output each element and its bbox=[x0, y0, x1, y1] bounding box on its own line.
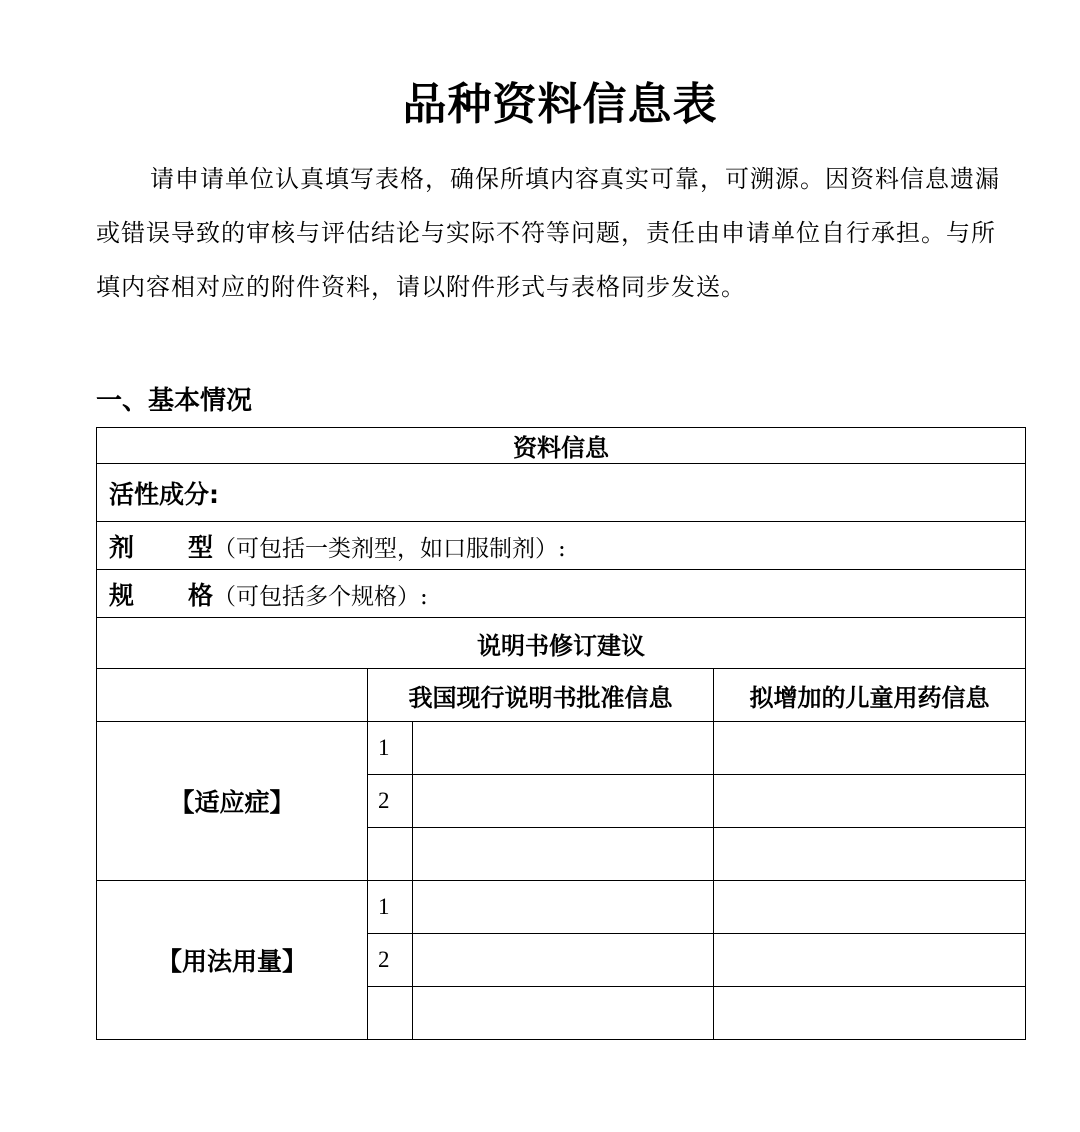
info-table bbox=[96, 427, 1026, 1040]
dosage-form-label-char1: 剂 bbox=[109, 532, 135, 562]
proposed-info-cell[interactable] bbox=[714, 987, 1026, 1040]
table-row bbox=[97, 722, 1026, 775]
subheader-row bbox=[97, 618, 1026, 669]
column-header-proposed: 拟增加的儿童用药信息 bbox=[714, 669, 1026, 722]
specification-label-char1: 规 bbox=[109, 580, 135, 610]
table-header-row bbox=[97, 428, 1026, 464]
row-number: 2 bbox=[368, 775, 413, 828]
table-header: 资料信息 bbox=[97, 428, 1026, 464]
current-info-cell[interactable] bbox=[413, 775, 714, 828]
current-info-cell[interactable] bbox=[413, 722, 714, 775]
proposed-info-cell[interactable] bbox=[714, 828, 1026, 881]
column-header-current: 我国现行说明书批准信息 bbox=[368, 669, 714, 722]
row-number bbox=[368, 987, 413, 1040]
current-info-cell[interactable] bbox=[413, 828, 714, 881]
intro-paragraph bbox=[96, 152, 1016, 314]
dosage-form-field[interactable] bbox=[97, 522, 1026, 570]
row-number: 2 bbox=[368, 934, 413, 987]
active-ingredient-field[interactable] bbox=[97, 464, 1026, 522]
specification-row bbox=[97, 570, 1026, 618]
current-info-cell[interactable] bbox=[413, 934, 714, 987]
proposed-info-cell[interactable] bbox=[714, 722, 1026, 775]
page-title: 品种资料信息表 bbox=[402, 79, 718, 130]
current-info-cell[interactable] bbox=[413, 987, 714, 1040]
intro-text: 请申请单位认真填写表格，确保所填内容真实可靠，可溯源。因资料信息遗漏或错误导致的审核与评估结论与实际不符等问题，责任由申请单位自行承担。与所填内容相对应的附件资料，请以附件形式与表格同步发送。 bbox=[96, 165, 1000, 301]
blank-corner-cell bbox=[97, 669, 368, 722]
section-heading: 一、基本情况 bbox=[96, 386, 253, 416]
dosage-usage-label: 【用法用量】 bbox=[97, 881, 368, 1040]
proposed-info-cell[interactable] bbox=[714, 775, 1026, 828]
proposed-info-cell[interactable] bbox=[714, 934, 1026, 987]
row-number: 1 bbox=[368, 722, 413, 775]
dosage-form-row bbox=[97, 522, 1026, 570]
dosage-form-note: （可包括一类剂型，如口服制剂）: bbox=[213, 535, 566, 562]
active-ingredient-row bbox=[97, 464, 1026, 522]
indications-label: 【适应症】 bbox=[97, 722, 368, 881]
table-row bbox=[97, 881, 1026, 934]
specification-field[interactable] bbox=[97, 570, 1026, 618]
current-info-cell[interactable] bbox=[413, 881, 714, 934]
column-header-row bbox=[97, 669, 1026, 722]
dosage-form-label-char2: 型 bbox=[188, 532, 214, 562]
specification-note: （可包括多个规格）: bbox=[213, 583, 428, 610]
active-ingredient-label: 活性成分: bbox=[109, 479, 219, 509]
table-subheader: 说明书修订建议 bbox=[97, 618, 1026, 669]
specification-label-char2: 格 bbox=[188, 580, 214, 610]
proposed-info-cell[interactable] bbox=[714, 881, 1026, 934]
row-number: 1 bbox=[368, 881, 413, 934]
row-number bbox=[368, 828, 413, 881]
